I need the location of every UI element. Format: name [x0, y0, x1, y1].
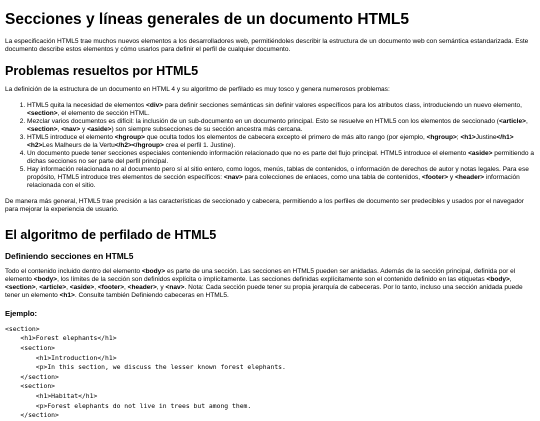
text-run: . Consulte también Definiendo cabeceras en HTML5.: [74, 291, 229, 299]
text-run: , el elemento de sección HTML.: [57, 109, 150, 117]
text-run: ,: [66, 283, 70, 291]
text-run: HTML5 introduce el elemento: [27, 133, 115, 141]
code-tag-text: <header>: [455, 173, 485, 181]
code-tag-text: <h1>: [59, 291, 75, 299]
code-tag-text: <div>: [146, 101, 164, 109]
text-run: ,: [57, 125, 62, 133]
code-tag-text: <footer>: [97, 283, 125, 291]
code-tag-text: <aside>: [87, 125, 112, 133]
code-tag-text: <aside>: [468, 149, 493, 157]
code-tag-text: <hgroup>: [426, 133, 457, 141]
code-tag-text: <section>: [27, 109, 58, 117]
code-tag-text: <footer>: [421, 173, 449, 181]
code-tag-text: <aside>: [69, 283, 95, 291]
text-run: información relacionada con el sitio.: [27, 173, 520, 189]
text-run: ;: [456, 133, 461, 141]
text-run: Justine: [475, 133, 497, 141]
text-run: ) son siempre subsecciones de su sección ancestra más cercana.: [111, 125, 303, 133]
code-tag-text: <body>: [486, 275, 510, 283]
text-run: y: [80, 125, 88, 133]
code-tag-text: <header>: [127, 283, 157, 291]
intro-paragraph: La especificación HTML5 trae muchos nuevos elementos a los desarrolladores web, permitiéndoles describir la estructura de un documento web con semántica estandarizada. Este documento describe estos elementos y cómo usarlos para definir el perfil de cualquier documento.: [5, 37, 529, 53]
problem-list-item: [27, 118, 535, 134]
text-run: , y: [156, 283, 166, 291]
text-run: para definir secciones semánticas sin definir valores específicos para los atributos class, introduciendo un nuevo elemento,: [163, 101, 522, 109]
text-run: Todo el contenido incluido dentro del elemento: [5, 267, 142, 275]
example-label: Ejemplo:: [5, 308, 38, 318]
problem-list-item: [27, 134, 535, 150]
text-run: es parte de una sección. Las secciones en HTML5 pueden ser anidadas. Además de la sección principal, definida por el elemento: [5, 267, 516, 283]
code-tag-text: </h1><h2>: [27, 133, 514, 149]
text-run: ,: [94, 283, 98, 291]
text-run: Un documento puede tener secciones especiales conteniendo información relacionado que no es parte del flujo principal. HTML5 introduce el elemento: [27, 149, 469, 157]
text-run: y: [448, 173, 456, 181]
code-line: <h1>Introduction</h1>: [5, 353, 117, 362]
section-heading-algorithm: El algoritmo de perfilado de HTML5: [5, 227, 217, 242]
text-run: , los límites de la sección son definidos explícita o implícitamente. Las secciones definidas explícitamente son el contenido definido en las etiquetas: [57, 275, 487, 283]
text-run: para colecciones de enlaces, como una tabla de contenidos,: [242, 173, 422, 181]
code-tag-text: <body>: [141, 267, 166, 275]
code-line: <section>: [5, 324, 40, 333]
code-tag-text: </h2></hgroup>: [114, 141, 164, 149]
code-tag-text: <h1>: [460, 133, 476, 141]
text-run: ,: [124, 283, 128, 291]
problem-list-item: [27, 102, 535, 118]
text-run: ,: [35, 283, 40, 291]
code-tag-text: <section>: [5, 283, 36, 291]
code-example: [5, 325, 535, 421]
problems-closing-paragraph: De manera más general, HTML5 trae precisión a las características de seccionado y cabecera, permitiendo a los perfiles de documento ser predecibles y usados por el navegador para mejorar la experiencia de usuario.: [5, 197, 524, 213]
problem-list-item: [27, 150, 535, 166]
text-run: ,: [525, 117, 528, 125]
code-line: <section>: [5, 343, 56, 352]
code-tag-text: <hgroup>: [114, 133, 145, 141]
code-tag-text: <body>: [33, 275, 58, 283]
text-run: Hay información relacionada no al documento pero sí al sitio entero, como logos, menús, tablas de contenidos, o información de derechos de autor y notas legales. Para ese propósito, HTML5 introduce tres elementos de sección específicos:: [27, 165, 529, 181]
code-line: <h1>Habitat</h1>: [5, 391, 98, 400]
code-tag-text: <nav>: [165, 283, 185, 291]
text-run: . Nota: Cada sección puede tener su propia jerarquía de cabeceras. Por lo tanto, incluso una sección anidada puede tener un elemento: [5, 283, 523, 299]
subsection-heading-defining-sections: Definiendo secciones en HTML5: [5, 250, 134, 261]
code-line: </section>: [5, 411, 59, 420]
text-run: Les Malheurs de la Vertu: [42, 141, 115, 149]
text-run: que oculta todos los elementos de cabecera excepto el primero de más alto rango (por ejemplo,: [144, 133, 427, 141]
code-line: <p>In this section, we discuss the lesser known forest elephants.: [5, 363, 286, 372]
code-line: <h1>Forest elephants</h1>: [5, 334, 117, 343]
code-tag-text: <section>: [27, 125, 58, 133]
problems-intro-paragraph: La definición de la estructura de un documento en HTML 4 y su algoritmo de perfilado es muy tosco y genera numerosos problemas:: [5, 85, 390, 93]
code-line: </section>: [5, 372, 59, 381]
section-heading-problems: Problemas resueltos por HTML5: [5, 63, 199, 78]
text-run: ,: [509, 275, 512, 283]
text-run: HTML5 quita la necesidad de elementos: [27, 101, 147, 109]
text-run: crea el perfil 1. Justine).: [163, 141, 236, 149]
problems-list: [5, 102, 535, 190]
text-run: Mezclar varios documentos es difícil: la inclusión de un sub-documento en un documento principal. Esto se resuelve en HTML5 con los elementos de seccionado (: [27, 117, 499, 125]
page-title: Secciones y líneas generales de un documento HTML5: [5, 11, 409, 28]
code-line: <p>Forest elephants do not live in trees but among them.: [5, 401, 252, 410]
problem-list-item: [27, 166, 535, 190]
code-line: <section>: [5, 382, 56, 391]
code-tag-text: <article>: [39, 283, 67, 291]
defining-sections-paragraph: [5, 268, 535, 300]
text-run: permitiendo a dichas secciones no ser parte del perfil principal.: [27, 149, 534, 165]
code-tag-text: <nav>: [61, 125, 81, 133]
code-tag-text: <article>: [499, 117, 526, 125]
code-tag-text: <nav>: [223, 173, 243, 181]
